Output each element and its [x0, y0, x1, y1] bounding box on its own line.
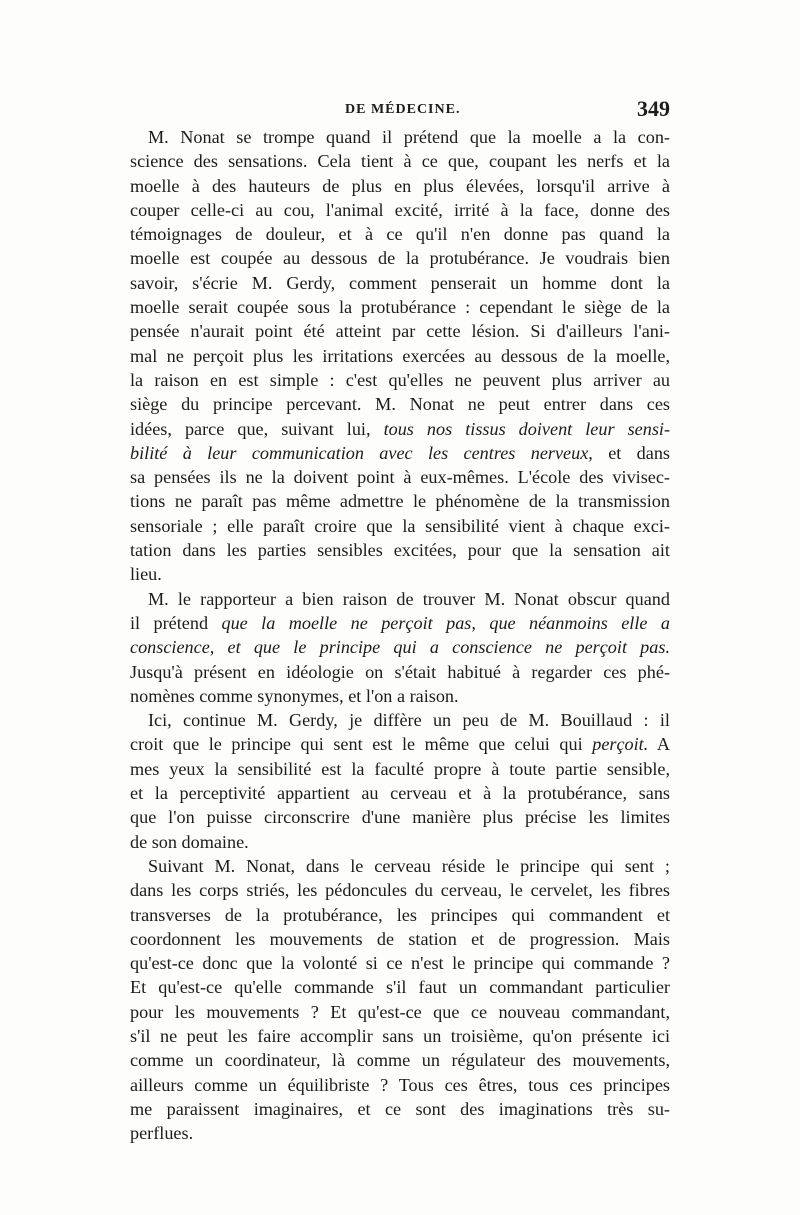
text-line: me paraissent imaginaires, et ce sont des imaginations très su-: [130, 1098, 670, 1119]
text-line: et la perceptivité appartient au cerveau et à la protubérance, sans: [130, 783, 670, 804]
text-line: siège du principe percevant. M. Nonat ne peut entrer dans ces: [130, 394, 670, 415]
page-number: 349: [637, 96, 670, 121]
text-line: M. Nonat se trompe quand il prétend que la moelle a la con-: [148, 127, 670, 147]
text-line: lieu.: [130, 564, 162, 585]
text-line: qu'est-ce donc que la volonté si ce n'est le principe qui commande ?: [130, 953, 670, 974]
text-line-mixed: [130, 441, 670, 465]
text-line: s'il ne peut les faire accomplir sans un troisième, qu'on présente ici: [130, 1025, 670, 1046]
text-line: coordonnent les mouvements de station et de progression. Mais: [130, 928, 670, 949]
text-line: de son domaine.: [130, 831, 249, 852]
text-line: témoignages de douleur, et à ce qu'il n'en donne pas quand la: [130, 224, 670, 245]
italic-segment: bilité à leur communication avec les centres nerveux,: [130, 442, 593, 463]
text-segment: idées, parce que, suivant lui,: [130, 418, 371, 439]
text-line: mes yeux la sensibilité est la faculté propre à toute partie sensible,: [130, 758, 670, 779]
text-line: conscience, et que le principe qui a conscience ne perçoit pas.: [130, 637, 670, 658]
text-line: ailleurs comme un équilibriste ? Tous ces êtres, tous ces principes: [130, 1074, 670, 1095]
text-line: que l'on puisse circonscrire d'une manière plus précise les limites: [130, 807, 670, 828]
text-line: Ici, continue M. Gerdy, je diffère un peu de M. Bouillaud : il: [148, 710, 670, 731]
text-segment: croit que le principe qui sent est le même que celui qui: [130, 734, 583, 755]
text-line-mixed: [130, 732, 670, 756]
text-line: Suivant M. Nonat, dans le cerveau réside le principe qui sent ;: [148, 855, 670, 876]
text-line: mal ne perçoit plus les irritations exercées au dessous de la moelle,: [130, 345, 670, 366]
text-line-mixed: [130, 611, 670, 635]
text-line: sa pensées ils ne la doivent point à eux-mêmes. L'école des vivisec-: [130, 467, 670, 488]
text-line: couper celle-ci au cou, l'animal excité, irrité à la face, donne des: [130, 199, 670, 220]
italic-segment: perçoit.: [592, 734, 649, 755]
text-line: M. le rapporteur a bien raison de trouver M. Nonat obscur quand: [148, 588, 670, 609]
text-line: dans les corps striés, les pédoncules du cerveau, le cervelet, les fibres: [130, 880, 670, 901]
page-header: [130, 96, 670, 126]
text-segment: A: [656, 734, 670, 755]
text-line: la raison en est simple : c'est qu'elles ne peuvent plus arriver au: [130, 369, 670, 390]
body-text: [130, 125, 670, 1145]
text-line: moelle serait coupée sous la protubérance : cependant le siège de la: [130, 297, 670, 318]
text-segment: il prétend: [130, 612, 209, 633]
text-line: tation dans les parties sensibles excitées, pour que la sensation ait: [130, 540, 670, 561]
text-line: transverses de la protubérance, les principes qui commandent et: [130, 904, 670, 925]
text-line: pour les mouvements ? Et qu'est-ce que ce nouveau commandant,: [130, 1001, 670, 1022]
italic-segment: tous nos tissus doivent leur sensi-: [383, 418, 671, 439]
italic-segment: que la moelle ne perçoit pas, que néanmoins elle a: [221, 612, 670, 633]
text-line: pensée n'aurait point été atteint par cette lésion. Si d'ailleurs l'ani-: [130, 321, 670, 342]
text-line: nomènes comme synonymes, et l'on a raison.: [130, 685, 459, 706]
text-line: moelle est coupée au dessous de la protubérance. Je voudrais bien: [130, 248, 670, 269]
text-line: Et qu'est-ce qu'elle commande s'il faut un commandant particulier: [130, 977, 670, 998]
text-line: perflues.: [130, 1123, 194, 1144]
text-line: savoir, s'écrie M. Gerdy, comment penserait un homme dont la: [130, 272, 670, 293]
text-line-mixed: [130, 417, 670, 441]
text-line: comme un coordinateur, là comme un régulateur des mouvements,: [130, 1050, 670, 1071]
text-segment: et dans: [608, 442, 671, 463]
text-line: science des sensations. Cela tient à ce que, coupant les nerfs et la: [130, 151, 670, 172]
running-title: DE MÉDECINE.: [345, 102, 461, 117]
text-line: moelle à des hauteurs de plus en plus élevées, lorsqu'il arrive à: [130, 175, 670, 196]
text-line: tions ne paraît pas même admettre le phénomène de la transmission: [130, 491, 670, 512]
text-line: Jusqu'à présent en idéologie on s'était habitué à regarder ces phé-: [130, 661, 670, 682]
text-line: sensoriale ; elle paraît croire que la sensibilité vient à chaque exci-: [130, 515, 670, 536]
